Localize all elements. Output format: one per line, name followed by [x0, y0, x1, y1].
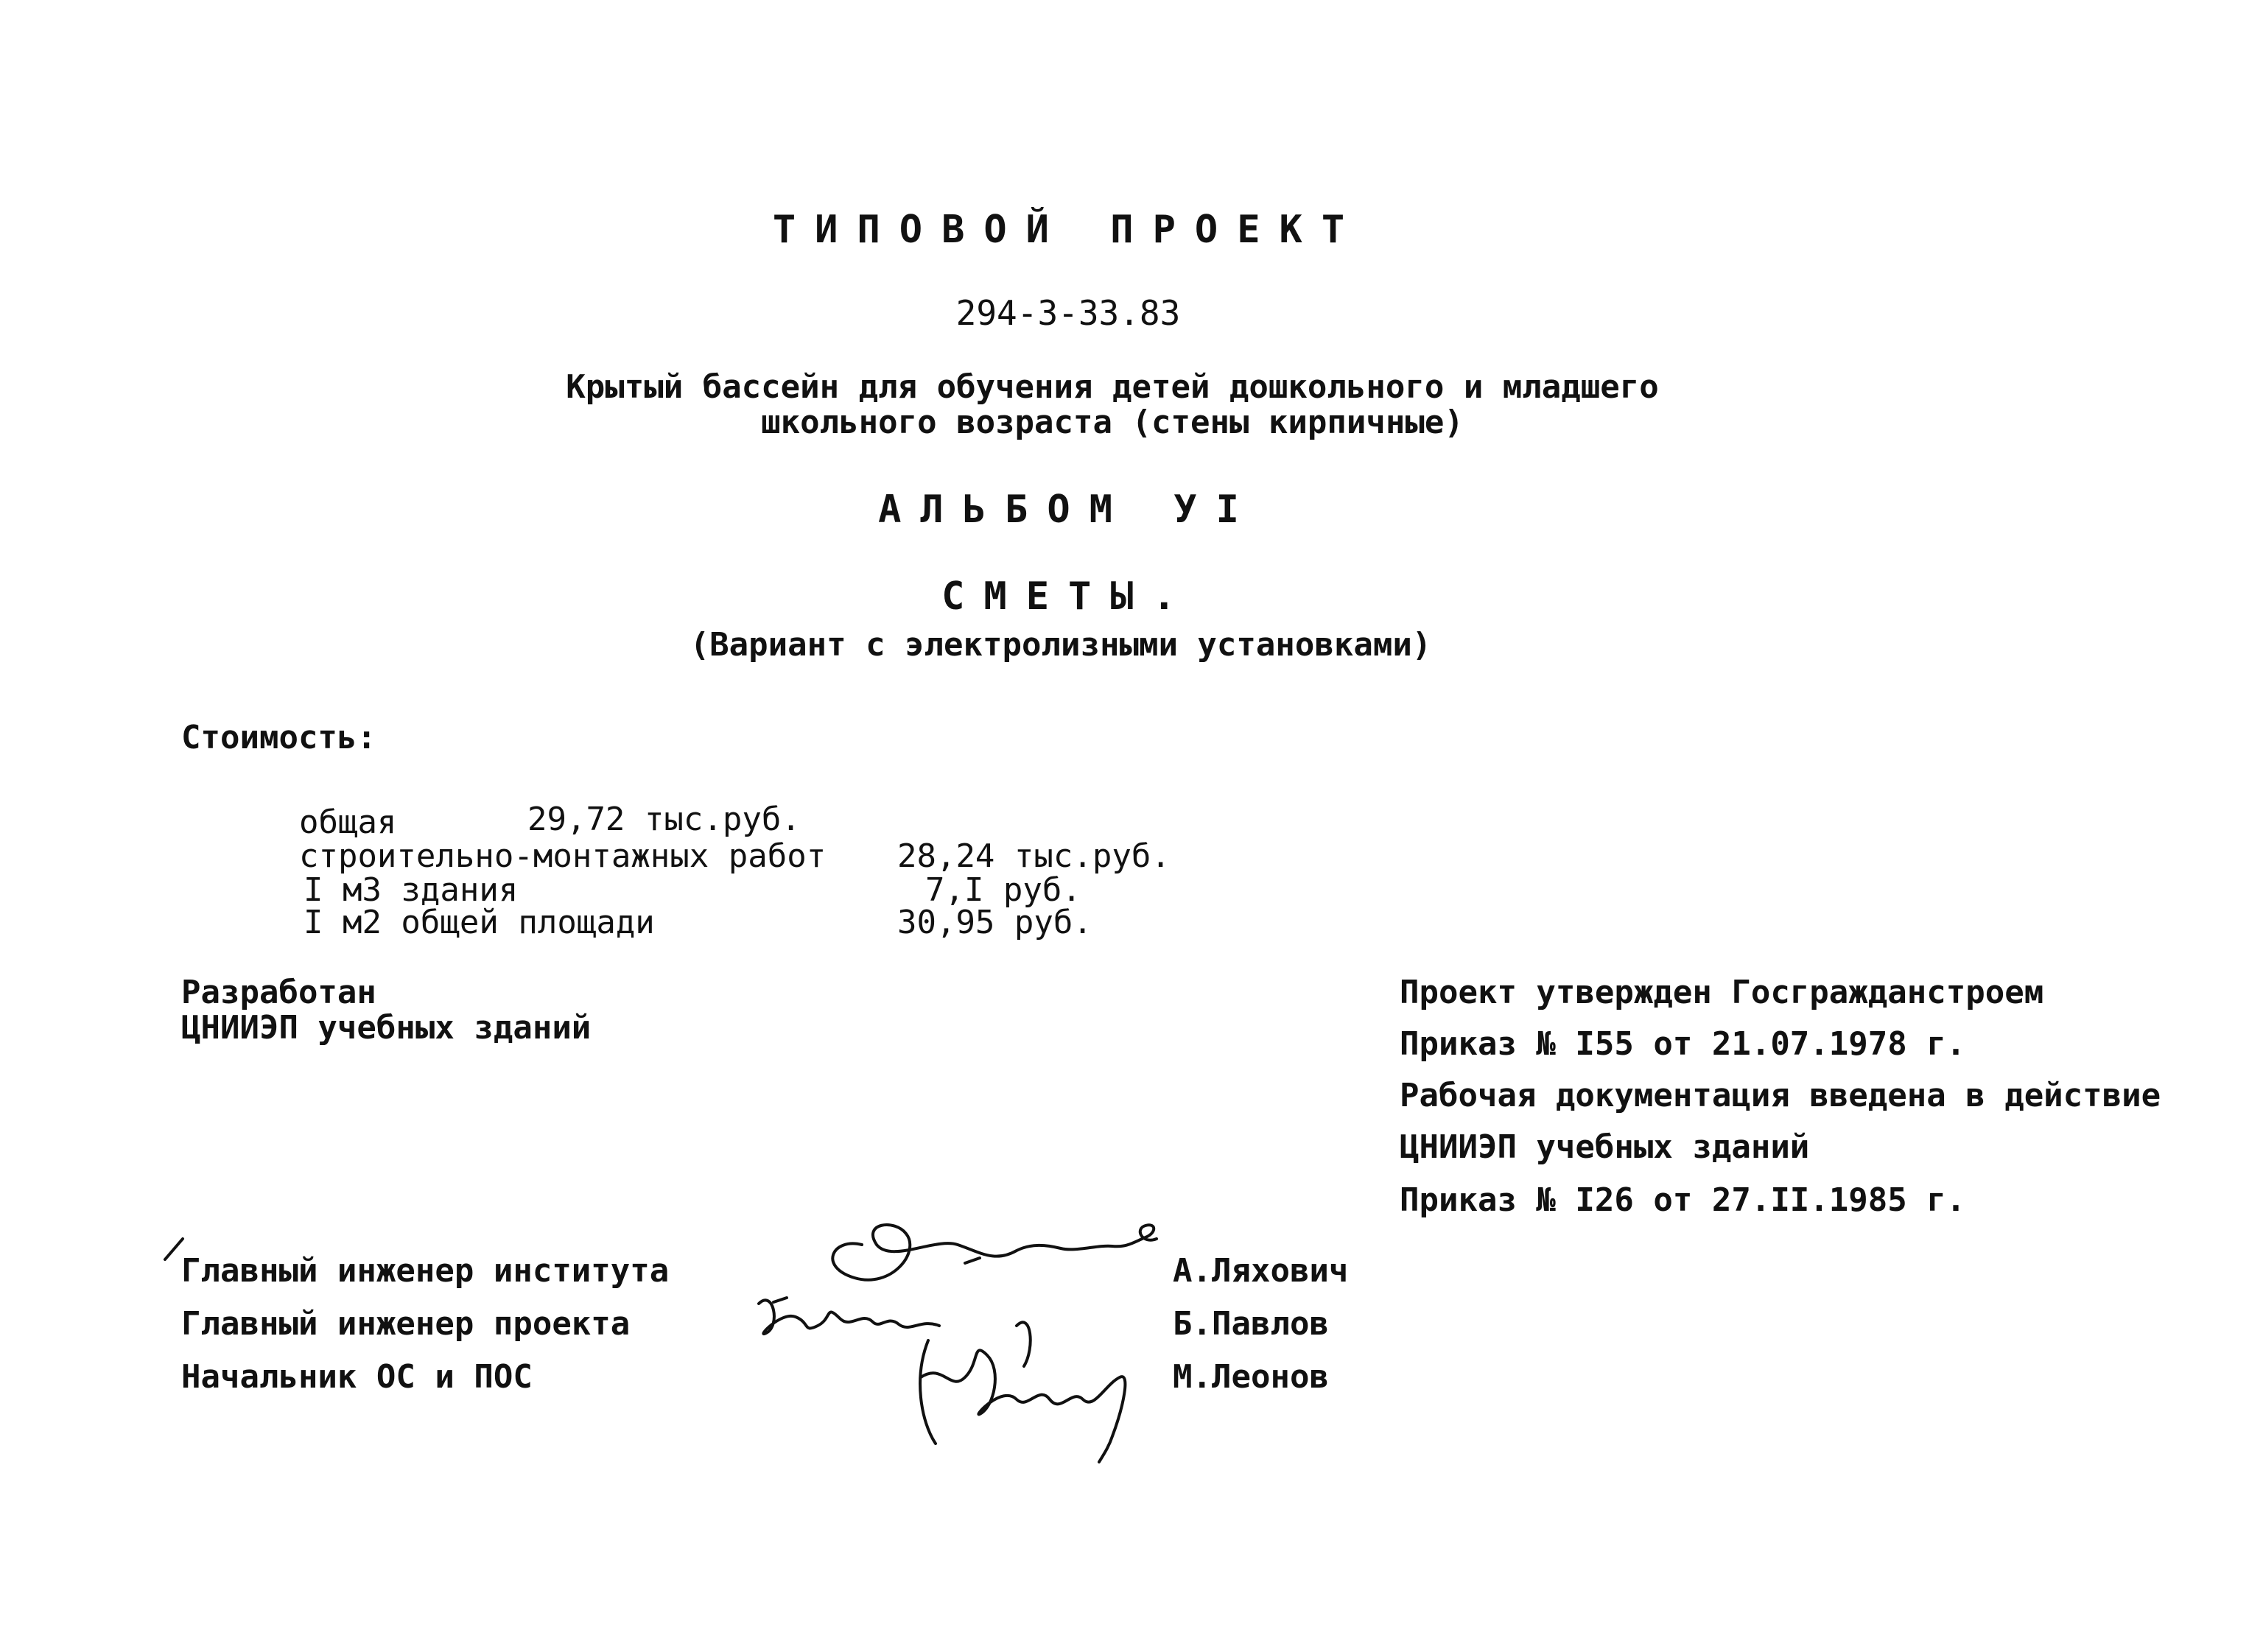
- signature-role: Главный инженер института: [181, 1252, 670, 1290]
- project-code: 294-3-33.83: [955, 293, 1181, 333]
- tick-mark: [161, 1234, 190, 1264]
- cost-value: 7,I руб.: [925, 871, 1081, 909]
- cost-label: общая: [298, 804, 397, 841]
- album-heading: АЛЬБОМ УI: [878, 488, 1258, 532]
- cost-value-area: [819, 866, 1092, 979]
- signature-role: Главный инженер проекта: [181, 1305, 631, 1343]
- cost-label: I м3 здания: [303, 871, 519, 909]
- section-heading: СМЕТЫ.: [941, 574, 1195, 619]
- signature-name: Б.Павлов: [1173, 1305, 1329, 1343]
- approval-line: Приказ № I26 от 27.II.1985 г.: [1400, 1181, 1966, 1219]
- signature-role: Начальник ОС и ПОС: [181, 1358, 533, 1396]
- cost-value: 29,72 тыс.руб.: [527, 801, 801, 838]
- cost-row-area: [225, 866, 655, 979]
- cost-value: 30,95 руб.: [897, 904, 1092, 941]
- project-description-line1: Крытый бассейн для обучения детей дошкольного и младшего: [566, 368, 1659, 406]
- variant-subtitle: (Вариант с электролизными установками): [690, 626, 1432, 664]
- cost-label: I м2 общей площади: [303, 904, 655, 941]
- approval-line: Приказ № I55 от 21.07.1978 г.: [1400, 1025, 1966, 1063]
- project-type-heading: ТИПОВОЙ ПРОЕКТ: [772, 208, 1364, 252]
- cost-value: 28,24 тыс.руб.: [897, 837, 1171, 875]
- cost-label: строительно-монтажных работ: [298, 837, 827, 875]
- developer-line2: ЦНИИЭП учебных зданий: [181, 1009, 592, 1047]
- signature-name: М.Леонов: [1173, 1358, 1329, 1396]
- developer-line1: Разработан: [181, 974, 376, 1011]
- approval-line: Проект утвержден Госгражданстроем: [1400, 974, 2044, 1011]
- project-description-line2: школьного возраста (стены кирпичные): [761, 404, 1464, 441]
- approval-line: ЦНИИЭП учебных зданий: [1400, 1128, 1810, 1166]
- handwritten-signature-3: [899, 1296, 1142, 1466]
- signature-name: А.Ляхович: [1173, 1252, 1349, 1290]
- handwritten-signature-1: [810, 1193, 1179, 1296]
- cost-title: Стоимость:: [181, 719, 376, 756]
- approval-line: Рабочая документация введена в действие: [1400, 1077, 2161, 1114]
